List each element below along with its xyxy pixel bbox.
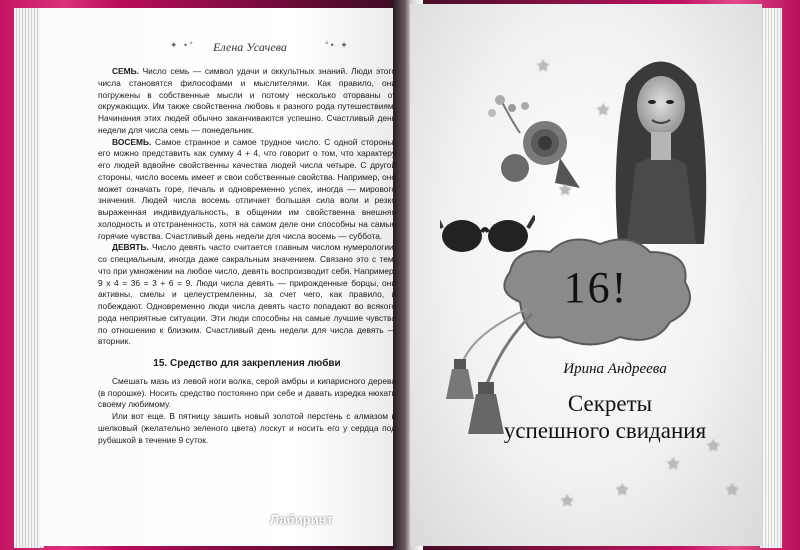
star-decoration: ★: [725, 482, 740, 499]
recipe-paragraph: Смешать мазь из левой ноги волка, серой амбры и кипарисного дерева (в порошке). Носить средство постоянно при себе и давать изредка нюхать своему любимому.: [98, 375, 396, 410]
ornament-stars-left: ✦ •°: [170, 40, 195, 50]
star-decoration: ★: [560, 493, 575, 510]
series-logo: 16!: [563, 263, 629, 312]
paragraph-eight: [98, 137, 396, 243]
left-page-body: [98, 66, 396, 446]
paragraph-lead: ВОСЕМЬ.: [112, 136, 152, 147]
ornament-stars-right: °• ✦: [325, 40, 350, 50]
star-decoration: ★: [706, 438, 721, 455]
book-title-line2: успешного свидания: [503, 418, 707, 443]
paragraph-lead: ДЕВЯТЬ.: [112, 242, 149, 253]
right-page-cover-art: [410, 4, 762, 546]
author-name: Ирина Андреева: [563, 361, 667, 377]
page-stack-right: [760, 8, 782, 548]
section-heading: 15. Средство для закрепления любви: [153, 358, 341, 369]
star-decoration: ★: [558, 182, 573, 199]
labirint-watermark: Лабиринт: [270, 512, 333, 527]
star-decoration: ★: [615, 482, 630, 499]
girl-portrait-illustration: [596, 44, 726, 244]
book-title-line1: Секреты: [567, 391, 653, 416]
paragraph-nine: [98, 242, 396, 348]
star-decoration: ★: [666, 456, 681, 473]
paragraph-seven: [98, 66, 396, 137]
star-decoration: ★: [596, 102, 611, 119]
paragraph-text: Самое странное и самое трудное число. С одной стороны, его можно представить как сумму 4 + 4, что говорит о том, что характеру его людей вдвойне свойственны качества людей числа четыре. С другой стороны, число восемь имеет и свои собственные свойства. Например, оно может означать горе, печаль и одновременно успех, иногда — мирового значения. Людей числа восемь отличает большая сила воли и резко выраженная индивидуальность, в общении им свойственна внешняя холодность и отстраненность, хотя на самом деле они способны на самые горячие чувства. Счастливый день недели для числа восемь — суббота.: [98, 136, 396, 241]
running-head: Елена Усачева: [213, 40, 287, 54]
star-decoration: ★: [536, 58, 551, 75]
paragraph-text: Число семь — символ удачи и оккультных знаний. Люди этого числа становятся философами и мыслителями. Как правило, они погружены в собственные мысли и потому несколько оторваны от окружающих. Им также свойственна любовь к разного рода путешествиям. Начинания этих людей обычно заканчиваются успешно. Счастливый день недели для числа семь — понедельник.: [98, 66, 396, 135]
paragraph-text: Число девять часто считается главным числом нумерологии, со специальным, иногда даже сакральным значением. Связано это с тем, что при умножении на любое число, девять воспроизводит себя. Например, 9 х 4 = 36 = 3 + 6 = 9. Люди числа девять — прирожденные борцы, они активны, смелы и целеустремленны, за счет чего, как правило, и побеждают. Одновременно люди числа девять часто попадают во всякого рода неприятные ситуации. Эти люди способны на самые лучшие чувства по отношению к близким. Счастливый день недели для числа девять — вторник.: [98, 242, 396, 347]
paragraph-lead: СЕМЬ.: [112, 66, 139, 76]
recipe-paragraph: Или вот еще. В пятницу зашить новый золотой перстень с алмазом в шелковый (желательно зеленого цвета) лоскут и носить его у сердца под рубашкой в течение 9 суток.: [98, 411, 396, 445]
